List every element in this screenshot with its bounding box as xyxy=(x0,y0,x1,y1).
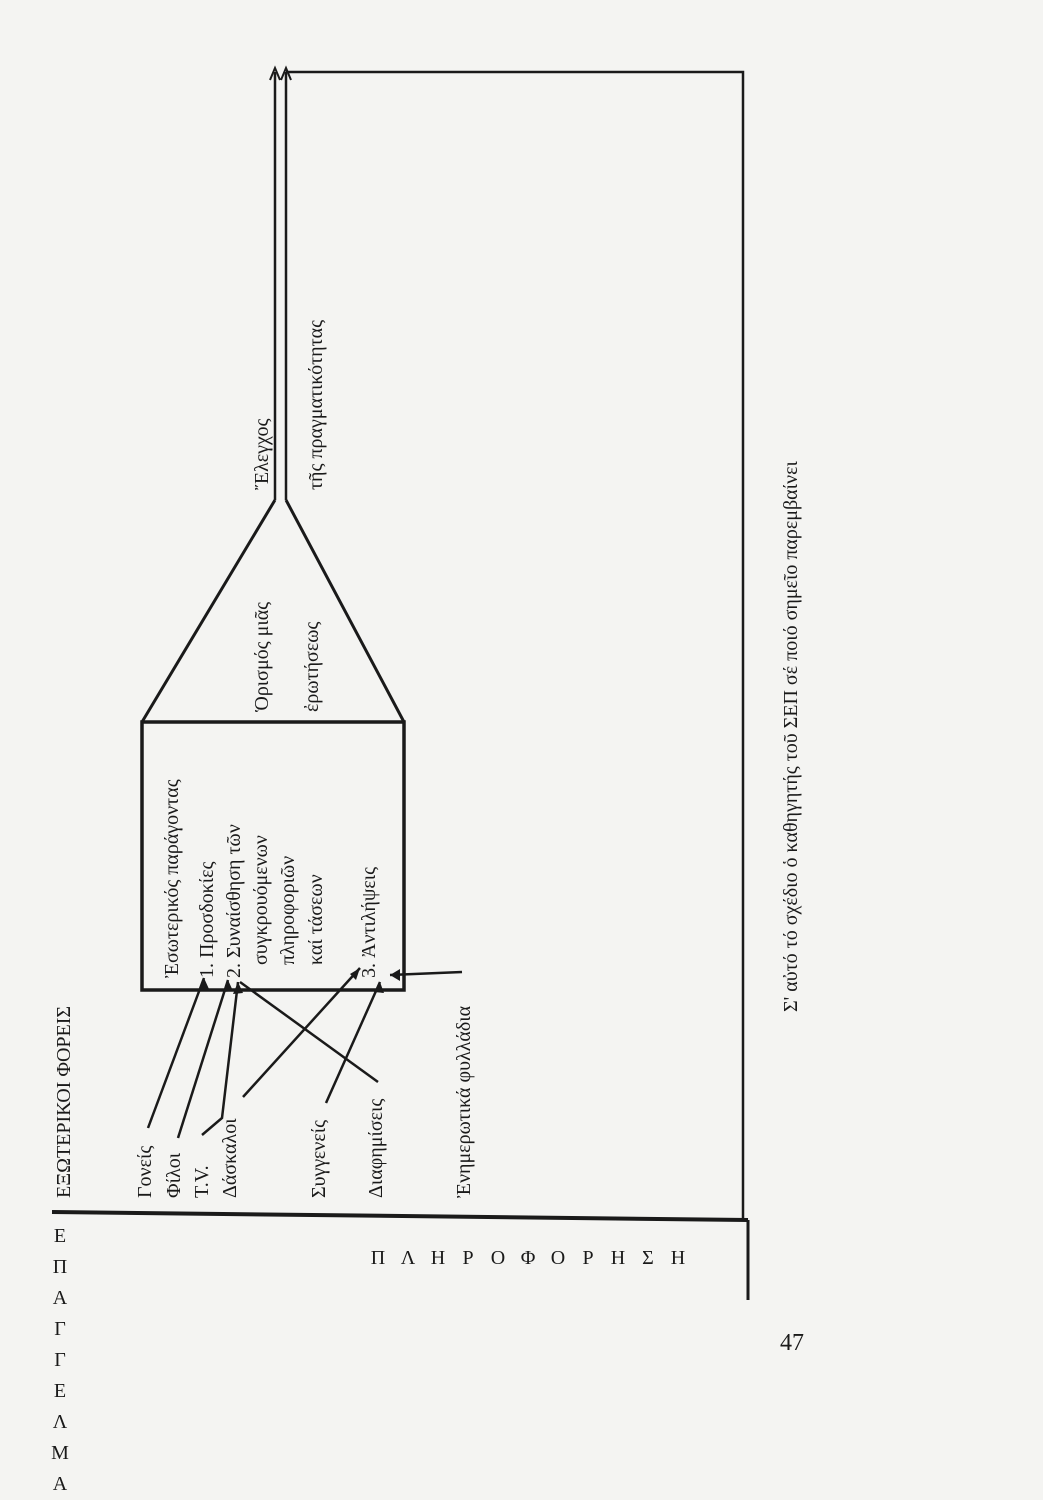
internal-line: 1. Προσδοκίες xyxy=(196,861,218,978)
external-item: Γονείς xyxy=(134,1145,156,1198)
internal-line: 3. Ἀντιλήψεις xyxy=(358,866,380,978)
left-letter: Α xyxy=(52,1287,68,1309)
funnel-shape xyxy=(142,500,404,722)
right-letter: Η xyxy=(430,1247,446,1269)
right-letter: Σ xyxy=(642,1247,654,1269)
internal-line: πληροφοριῶν xyxy=(277,855,299,965)
frame-bottom-bar xyxy=(52,1212,748,1220)
arrowhead-2 xyxy=(223,980,233,992)
arrowhead-6 xyxy=(390,969,400,981)
left-letter: Ε xyxy=(53,1225,67,1247)
page-number: 47 xyxy=(780,1330,804,1356)
external-items xyxy=(134,1005,475,1198)
right-letter: Ρ xyxy=(582,1247,594,1269)
left-letter: Μ xyxy=(51,1442,69,1464)
right-vertical-letters xyxy=(371,1247,685,1269)
control-line-1: Ἔλεγχος xyxy=(251,418,273,490)
right-letter: Η xyxy=(610,1247,626,1269)
left-letter: Ε xyxy=(53,1380,67,1402)
left-letter: Α xyxy=(52,1473,68,1495)
connector-goneis xyxy=(148,978,204,1128)
external-item: Ἐνημερωτικά φυλλάδια xyxy=(453,1005,475,1198)
right-letter: Ο xyxy=(490,1247,506,1269)
external-title: ΕΞΩΤΕΡΙΚΟΙ ΦΟΡΕΙΣ xyxy=(53,1005,75,1198)
left-letter: Γ xyxy=(54,1318,66,1340)
external-item: Φίλοι xyxy=(163,1152,185,1198)
right-letter: Ρ xyxy=(462,1247,474,1269)
right-letter: Π xyxy=(370,1247,386,1269)
right-letter: Η xyxy=(670,1247,686,1269)
internal-line: συγκρουόμενων xyxy=(250,835,272,965)
connector-fylladia xyxy=(390,972,462,975)
connector-daskaloi xyxy=(243,968,360,1097)
internal-title: Ἐσωτερικός παράγοντας xyxy=(161,779,183,978)
left-letter: Π xyxy=(52,1256,68,1278)
control-line-2: τῆς πραγματικότητας xyxy=(305,320,327,490)
definition-line-2: ἐρωτήσεως xyxy=(301,621,323,712)
left-vertical-letters xyxy=(51,1225,69,1500)
definition-line-1: Ὁρισμός μιᾶς xyxy=(251,601,273,712)
connector-lines xyxy=(148,968,462,1138)
connector-syggeneis xyxy=(326,982,380,1103)
connector-filoi xyxy=(178,980,228,1138)
right-letter: Λ xyxy=(400,1247,416,1269)
caption: Σ' αὐτό τό σχέδιο ὁ καθηγητής τοῦ ΣΕΠ σέ ποιό σημεῖο παρεμβαίνει xyxy=(780,461,802,1012)
internal-line: καί τάσεων xyxy=(305,874,327,965)
external-item: Συγγενείς xyxy=(308,1119,330,1198)
right-letter: Φ xyxy=(520,1247,536,1269)
internal-line: 2. Συναίσθηση τῶν xyxy=(223,824,245,978)
frame-top-line xyxy=(286,72,743,1218)
external-item: Διαφημίσεις xyxy=(365,1098,387,1198)
external-item: Δάσκαλοι xyxy=(219,1118,241,1198)
external-item: Τ.V. xyxy=(191,1165,213,1198)
left-letter: Λ xyxy=(52,1411,68,1433)
internal-factor-lines xyxy=(161,779,380,978)
left-letter: Γ xyxy=(54,1349,66,1371)
right-letter: Ο xyxy=(550,1247,566,1269)
